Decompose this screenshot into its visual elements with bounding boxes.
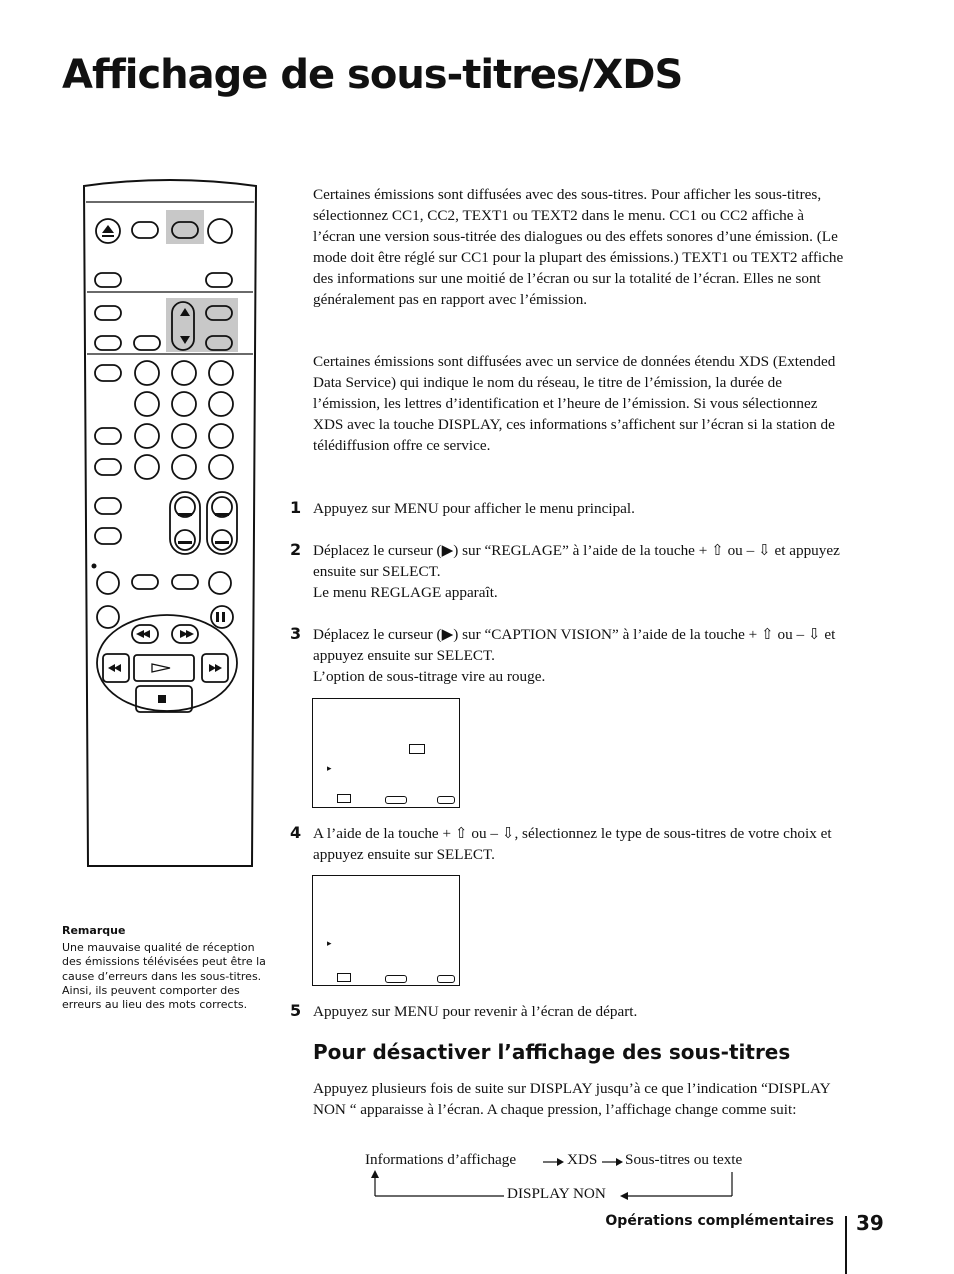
step-number: 1 [290, 498, 302, 517]
page-number: 39 [856, 1211, 884, 1235]
footer-section-label: Opérations complémentaires [605, 1213, 834, 1229]
step-number: 4 [290, 823, 302, 842]
step-4 [290, 823, 850, 865]
flow-step: Informations d’affichage [365, 1151, 517, 1168]
remark-title: Remarque [62, 924, 126, 937]
step-number: 2 [290, 540, 302, 559]
step-line: A l’aide de la touche + ⇧ ou – ⇩, sélectionnez le type de sous-titres de votre choix et appuyez ensuite sur SELECT. [313, 825, 832, 863]
flow-loop-lines [366, 1170, 736, 1200]
step-2 [290, 540, 850, 603]
flow-step: Sous-titres ou texte [625, 1151, 743, 1168]
section-heading: Pour désactiver l’affichage des sous-titres [313, 1040, 791, 1064]
step-line: Déplacez le curseur (▶) sur “CAPTION VISION” à l’aide de la touche + ⇧ ou – ⇩ et appuyez ensuite sur SELECT. [313, 626, 836, 664]
cursor-icon: ▸ [327, 763, 332, 773]
footer-divider [845, 1216, 847, 1274]
section-text: Appuyez plusieurs fois de suite sur DISPLAY jusqu’à ce que l’indication “DISPLAY NON “ apparaisse à l’écran. A chaque pression, l’affichage change comme suit: [313, 1080, 831, 1118]
step-number: 5 [290, 1001, 302, 1020]
step-line: Appuyez sur MENU pour revenir à l’écran de départ. [313, 1003, 638, 1020]
remote-control-icon [70, 176, 270, 876]
step-number: 3 [290, 624, 302, 643]
menu-screen-illustration-2 [312, 875, 460, 986]
arrow-right-icon [543, 1157, 565, 1167]
step-3 [290, 624, 850, 687]
step-line: L’option de sous-titrage vire au rouge. [313, 668, 546, 685]
intro-paragraph-1: Certaines émissions sont diffusées avec des sous-titres. Pour afficher les sous-titres, sélectionnez CC1, CC2, TEXT1 ou TEXT2 dans le menu. CC1 ou CC2 affiche à l’écran une version sous-titrée des dialogues ou des effets sonores d’une émission. (Le mode doit être réglé sur CC1 pour la plupart des émissions.) TEXT1 ou TEXT2 affiche des informations sur une moitié de l’écran ou sur la totalité de l’écran. Elles ne sont généralement pas en rapport avec l’émission. [313, 186, 844, 308]
remark-text: Une mauvaise qualité de réception des émissions télévisées peut être la cause d’erreurs dans les sous-titres. Ainsi, ils peuvent comporter des erreurs au lieu des mots corrects. [62, 941, 266, 1012]
step-line: Le menu REGLAGE apparaît. [313, 584, 498, 601]
flow-step: DISPLAY NON [507, 1185, 606, 1202]
step-line: Appuyez sur MENU pour afficher le menu principal. [313, 500, 635, 517]
page-title: Affichage de sous-titres/XDS [62, 52, 683, 98]
menu-screen-illustration [312, 698, 460, 808]
intro-paragraph-2: Certaines émissions sont diffusées avec un service de données étendu XDS (Extended Data Service) qui indique le nom du réseau, le titre de l’émission, la durée de l’émission, les lettres d’identification et l’heure de l’émission. Si vous sélectionnez XDS avec la touche DISPLAY, ces informations s’affichent sur l’écran si la station de télédiffusion offre ce service. [313, 353, 836, 454]
flow-step: XDS [567, 1151, 598, 1168]
step-5 [290, 1001, 850, 1022]
cursor-icon: ▸ [327, 938, 332, 948]
step-line: Déplacez le curseur (▶) sur “REGLAGE” à l’aide de la touche + ⇧ ou – ⇩ et appuyez ensuite sur SELECT. [313, 542, 840, 580]
arrow-right-icon [602, 1157, 624, 1167]
step-1 [290, 498, 850, 519]
